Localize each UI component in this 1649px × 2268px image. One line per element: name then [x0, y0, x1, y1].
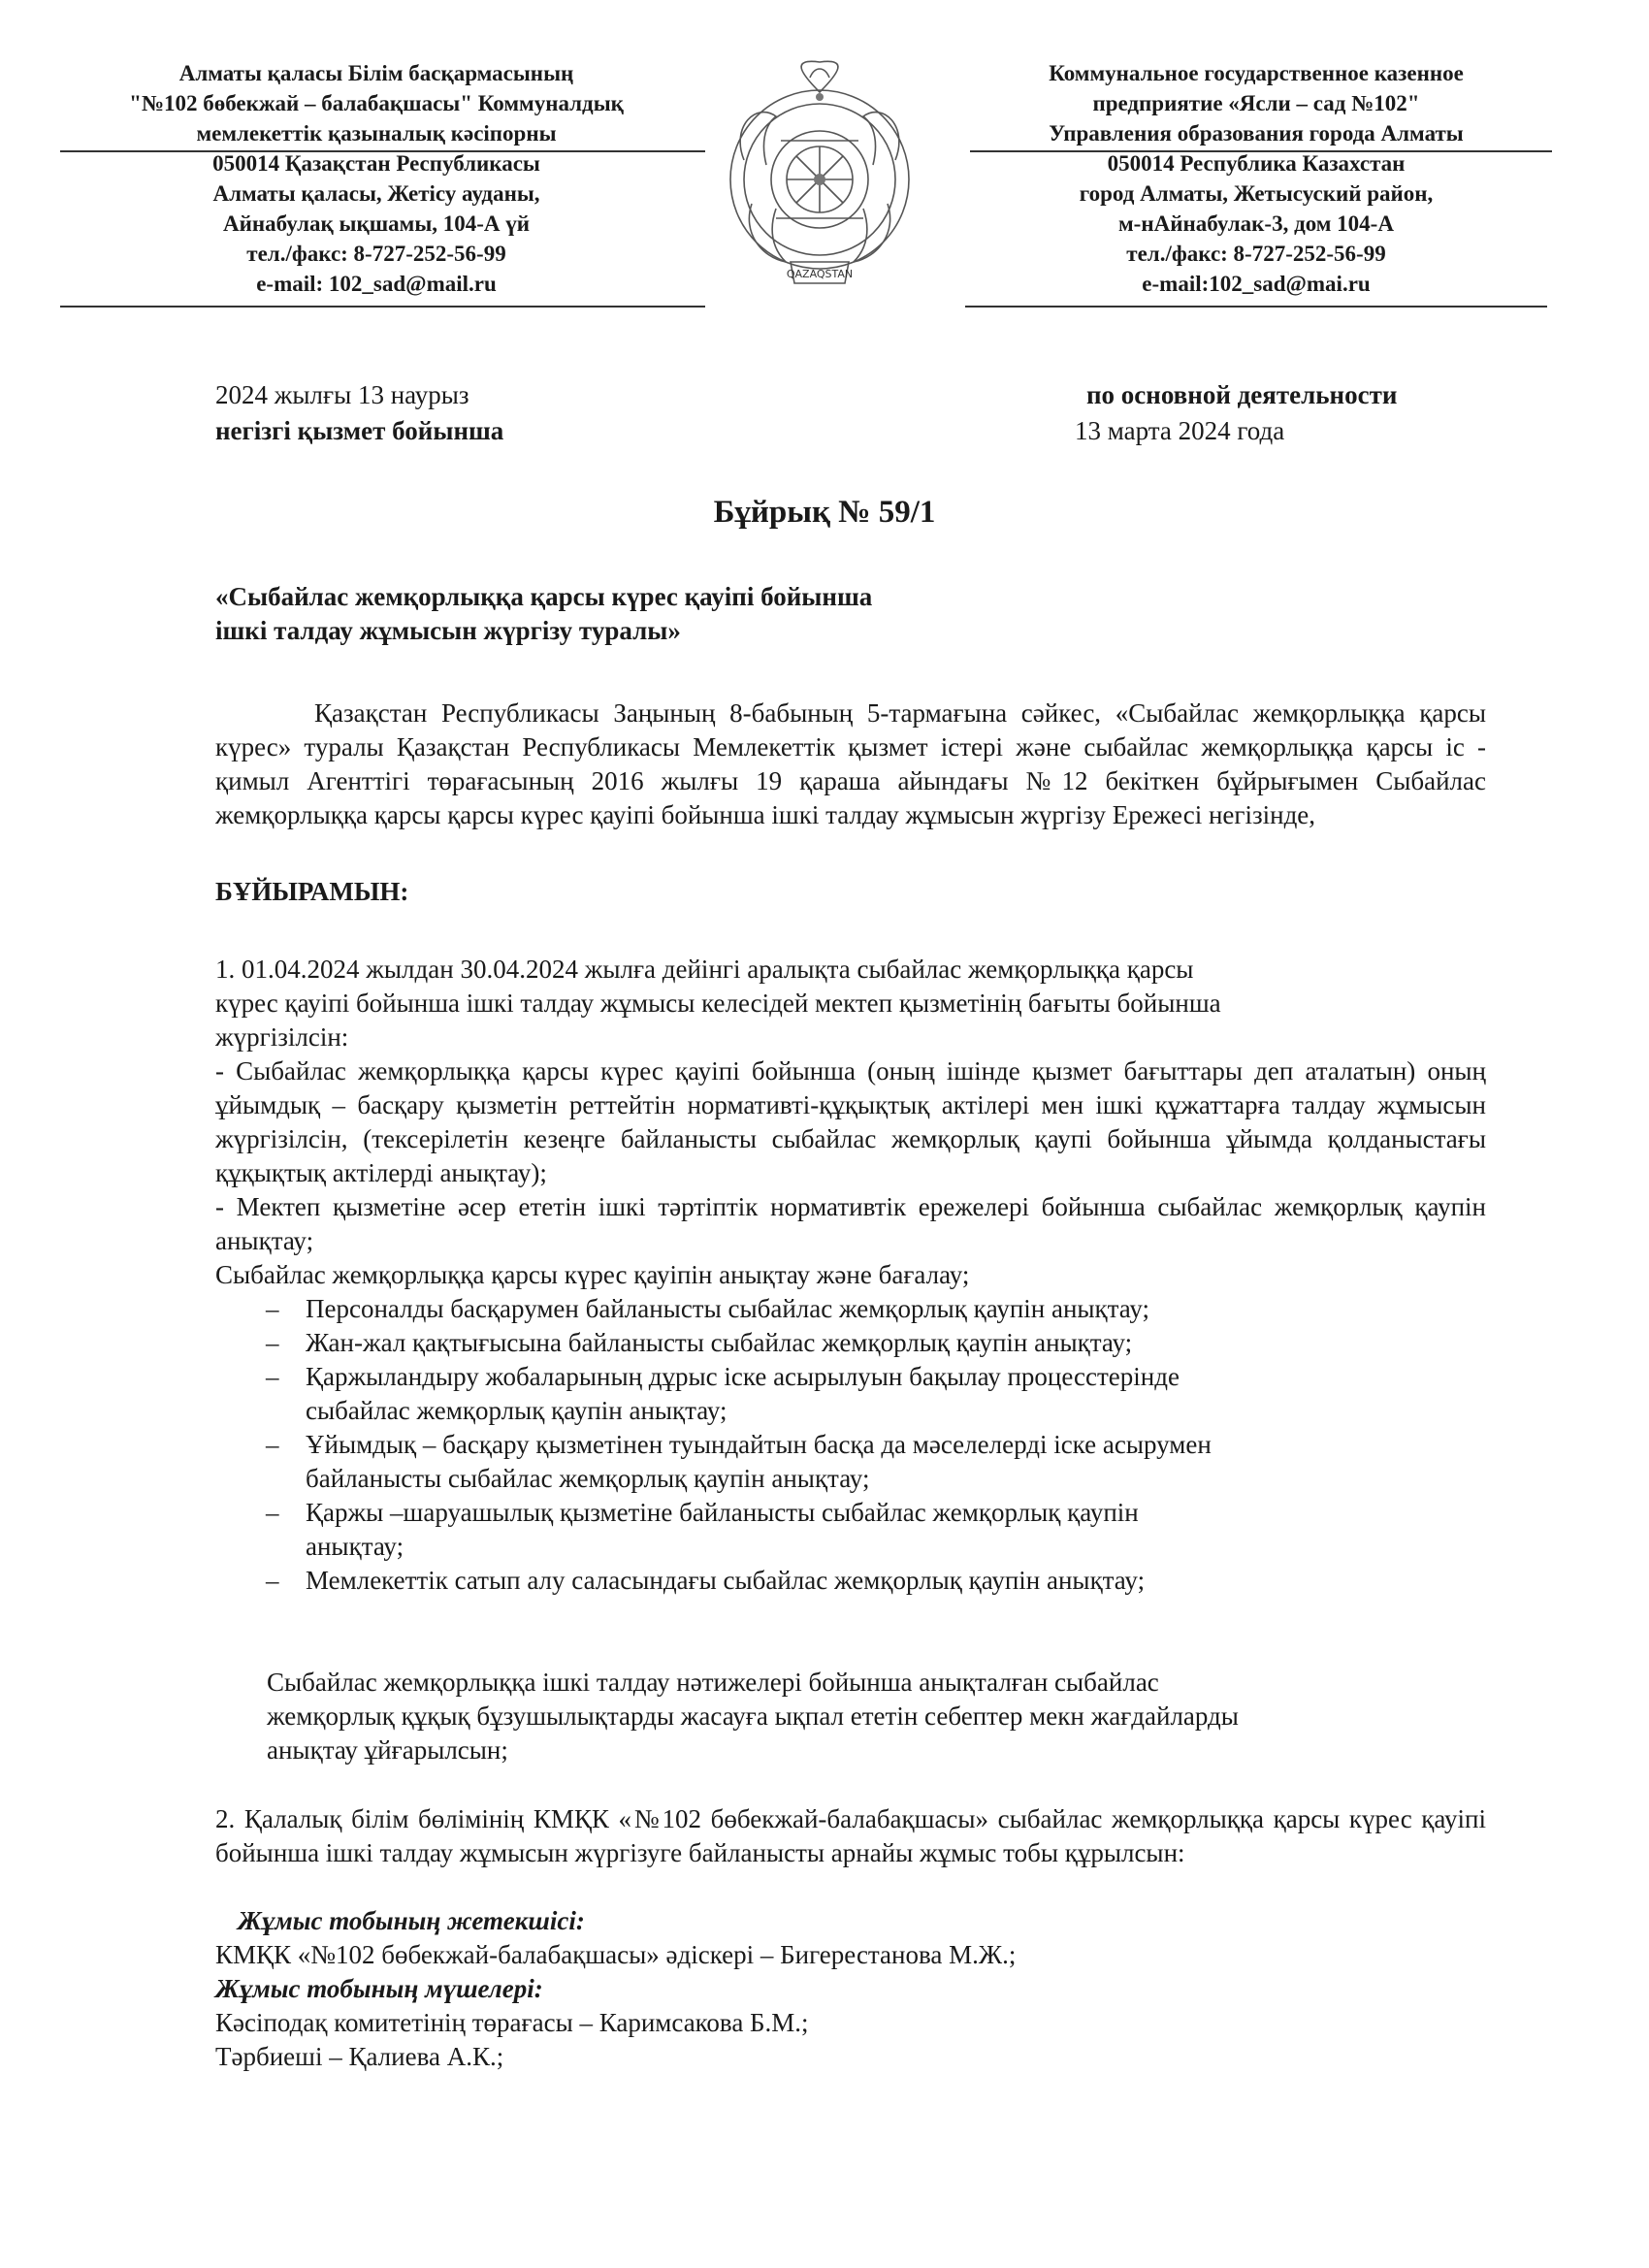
list-item: – Қаржы –шаруашылық қызметіне байланысты сыбайлас жемқорлық қаупін анықтау; [266, 1498, 1139, 1561]
order-subject-line: ішкі талдау жұмысын жүргізу туралы» [215, 616, 681, 645]
order-subject-line: «Сыбайлас жемқорлыққа қарсы күрес қауіпі бойынша [215, 582, 873, 611]
basis-ru: по основной деятельности [1086, 380, 1398, 409]
bullet-dash: – [266, 1328, 279, 1357]
header-ru [970, 58, 1542, 299]
header-kz-rule-top [60, 150, 705, 152]
header-kz-line: e-mail: 102_sad@mail.ru [256, 272, 497, 296]
members-heading: Жұмыс тобының мүшелері: [215, 1974, 543, 2003]
order-title: Бұйрық № 59/1 [713, 495, 936, 530]
item2-text: 2. Қалалық білім бөлімінің КМҚК «№102 бөбекжай-балабақшасы» сыбайлас жемқорлыққа қарсы күрес қауіпі бойынша ішкі талдау жұмысын жүргізуге байланысты арнайы жұмыс тобы құрылсын: [215, 1804, 1486, 1867]
date-ru: 13 марта 2024 года [1075, 416, 1285, 445]
header-kz-line: "№102 бөбекжай – балабақшасы" Коммуналдық [129, 91, 624, 115]
preamble-text: Қазақстан Республикасы Заңының 8-бабының 5-тармағына сәйкес, «Сыбайлас жемқорлыққа қарсы күрес» туралы Қазақстан Республикасы Мемлекеттік қызмет істері және сыбайлас жемқорлыққа қарсы іс - қимыл Агенттігі төрағасының 2016 жылғы 19 қараша айындағы №12 бекіткен бұйрығымен Сыбайлас жемқорлыққа қарсы қарсы күрес қауіпі бойынша ішкі талдау жұмысын жүргізу Ережесі негізінде, [215, 698, 1486, 829]
member-item: Тәрбиеші – Қалиева А.К.; [215, 2042, 504, 2071]
bullet-dash: – [266, 1294, 279, 1323]
risk-list [215, 1292, 1476, 1598]
date-kz: 2024 жылғы 13 наурыз [215, 380, 469, 409]
header-kz-line: 050014 Қазақстан Республикасы [212, 151, 540, 176]
item1-intro-line: жүргізілсін: [215, 1022, 349, 1052]
header-ru-line: тел./факс: 8-727-252-56-99 [1126, 242, 1386, 266]
header-ru-line: предприятие «Ясли – сад №102" [1092, 91, 1420, 115]
list-item: – Қаржыландыру жобаларының дұрыс іске асырылуын бақылау процесстерінде сыбайлас жемқорлық қаупін анықтау; [266, 1362, 1180, 1425]
header-kz-line: тел./факс: 8-727-252-56-99 [246, 242, 506, 266]
list-item: – Жан-жал қақтығысына байланысты сыбайлас жемқорлық қаупін анықтау; [215, 1326, 1476, 1360]
order-subject [215, 580, 872, 648]
member-item: Кәсіподақ комитетінің төрағасы – Каримсакова Б.М.; [215, 2008, 809, 2037]
bullet-dash: – [266, 1566, 279, 1595]
header-ru-rule-top [970, 150, 1552, 152]
bullet-dash: – [266, 1362, 279, 1391]
list-item: – Мемлекеттік сатып алу саласындағы сыбайлас жемқорлық қаупін анықтау; [215, 1564, 1476, 1598]
list-item: – Персоналды басқарумен байланысты сыбайлас жемқорлық қаупін анықтау; [215, 1292, 1476, 1326]
risk-heading: Сыбайлас жемқорлыққа қарсы күрес қауіпін анықтау және бағалау; [215, 1260, 970, 1289]
order-command: БҰЙЫРАМЫН: [215, 877, 409, 906]
item1-intro-line: күрес қауіпі бойынша ішкі талдау жұмысы келесідей мектеп қызметінің бағыты бойынша [215, 988, 1221, 1018]
header-kz-line: Айнабулақ ықшамы, 104-А үй [222, 211, 531, 236]
item1-intro [215, 953, 1221, 1054]
header-ru-line: Управления образования города Алматы [1049, 121, 1464, 146]
header-ru-line: м-нАйнабулак-3, дом 104-А [1118, 211, 1394, 236]
item1-closing-line: жемқорлық құқық бұзушылықтарды жасауға ықпал ететін себептер мекн жағдайларды [267, 1701, 1239, 1731]
header-kz [56, 58, 696, 299]
item1-closing-line: анықтау ұйғарылсын; [267, 1735, 508, 1765]
item1-para-a: - Сыбайлас жемқорлыққа қарсы күрес қауіпі бойынша (оның ішінде қызмет бағыттары деп аталатын) оның ұйымдық – басқару қызметін реттейтін нормативті-құқықтық актілері мен ішкі құжаттарға талдау жұмысын жүргізілсін, (тексерілетін кезеңге байланысты сыбайлас жемқорлық қаупі бойынша ұйымда қолданыстағы құқықтық актілерді анықтау); [215, 1056, 1486, 1187]
state-emblem [723, 58, 917, 301]
bullet-dash: – [266, 1430, 279, 1459]
header-kz-line: Алматы қаласы Білім басқармасының [178, 61, 574, 85]
header-ru-rule-bottom [965, 306, 1547, 308]
header-ru-line: Коммунальное государственное казенное [1049, 61, 1464, 85]
leader-heading: Жұмыс тобының жетекшісі: [238, 1906, 585, 1935]
item1-para-b: - Мектеп қызметіне әсер ететін ішкі тәртіптік нормативтік ережелері бойынша сыбайлас жемқорлық қаупін анықтау; [215, 1192, 1486, 1255]
item1-intro-line: 1. 01.04.2024 жылдан 30.04.2024 жылға дейінгі аралықта сыбайлас жемқорлыққа қарсы [215, 955, 1194, 984]
bullet-dash: – [266, 1498, 279, 1527]
list-item: – Ұйымдық – басқару қызметінен туындайтын басқа да мәселелерді іске асырумен байланысты сыбайлас жемқорлық қаупін анықтау; [266, 1430, 1212, 1493]
header-kz-line: Алматы қаласы, Жетісу ауданы, [212, 181, 540, 206]
header-kz-rule-bottom [60, 306, 705, 308]
emblem-label: QAZAQSTAN [786, 268, 854, 280]
header-ru-line: город Алматы, Жетысуский район, [1079, 181, 1434, 206]
basis-kz: негізгі қызмет бойынша [215, 416, 504, 445]
header-ru-line: e-mail:102_sad@mai.ru [1142, 272, 1371, 296]
header-ru-line: 050014 Республика Казахстан [1107, 151, 1406, 176]
leader-name: КМҚК «№102 бөбекжай-балабақшасы» әдіскері – Бигерестанова М.Ж.; [215, 1940, 1017, 1969]
item1-closing-line: Сыбайлас жемқорлыққа ішкі талдау нәтижелері бойынша анықталған сыбайлас [267, 1668, 1159, 1697]
header-kz-line: мемлекеттік қазыналық кәсіпорны [196, 121, 557, 146]
item1-closing [267, 1666, 1239, 1767]
